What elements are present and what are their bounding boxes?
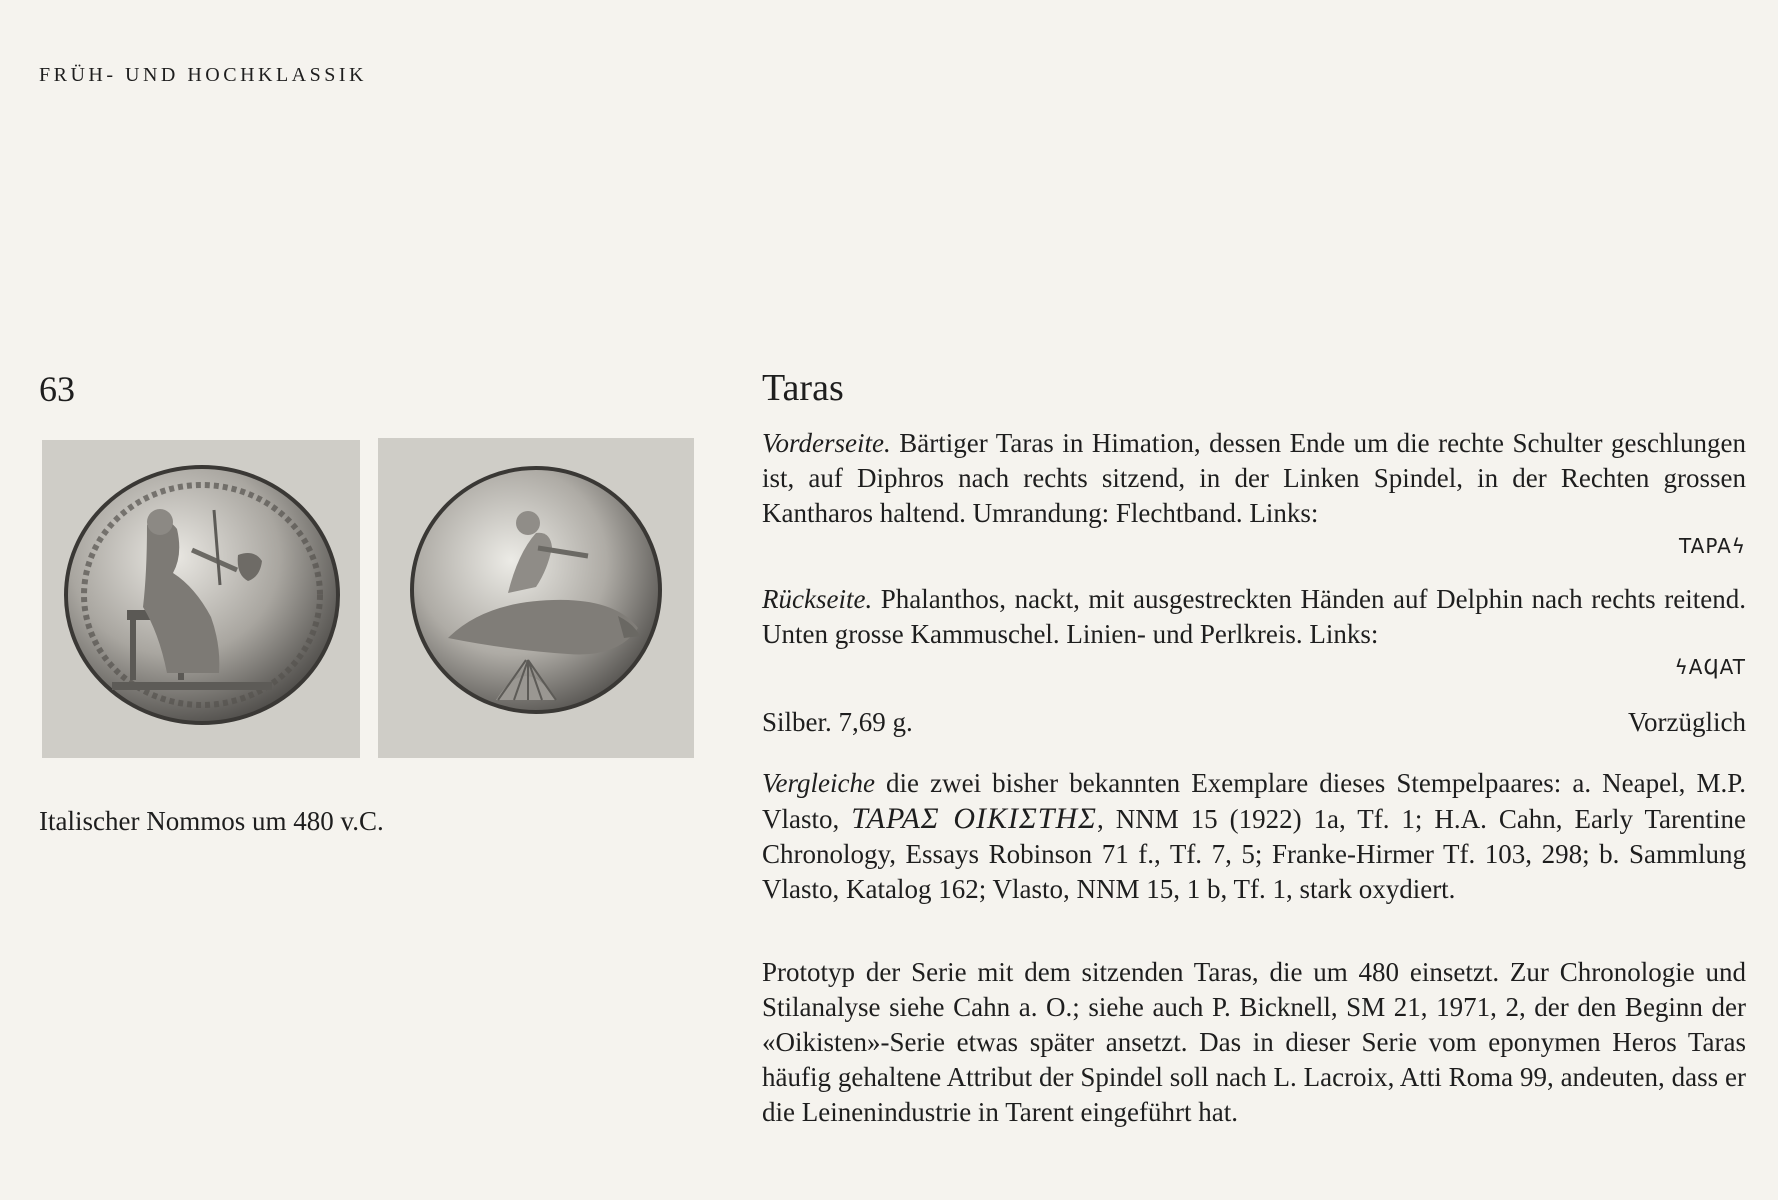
image-caption: Italischer Nommos um 480 v.C. [39,806,384,836]
metal-weight: Silber. 7,69 g. [762,707,913,737]
obverse-text: Bärtiger Taras in Himation, dessen Ende um die rechte Schulter geschlungen ist, auf Diphros nach rechts sitzend, in der Linken Spindel, in der Rechten grossen Kantharos haltend. Umrandung: Flechtband. Links: [762,428,1746,528]
running-head: FRÜH- UND HOCHKLASSIK [39,64,367,86]
catalog-number: 63 [39,369,75,409]
coin-reverse-photo [378,438,694,758]
obverse-lead: Vorderseite. [762,428,891,458]
reverse-description [762,582,1746,682]
reverse-legend: ϟAϤAT [1674,655,1746,679]
coin-obverse-photo [42,440,360,758]
obverse-description [762,426,1746,561]
condition-grade: Vorzüglich [1628,707,1746,737]
coin-obverse-image [42,440,360,758]
entry-title: Taras [762,367,844,409]
compare-lead: Vergleiche [762,768,875,798]
comparison-references [762,766,1746,907]
compare-greek-title: ΤΑΡΑΣ ΟΙΚΙΣΤΗΣ [851,802,1097,835]
reverse-lead: Rückseite. [762,584,873,614]
commentary-paragraph: Prototyp der Serie mit dem sitzenden Taras, die um 480 einsetzt. Zur Chronologie und Stilanalyse siehe Cahn a. O.; siehe auch P. Bicknell, SM 21, 1971, 2, der den Beginn der «Oikisten»-Serie etwas später ansetzt. Das in dieser Serie vom eponymen Heros Taras häufig gehaltene Attribut der Spindel soll nach L. Lacroix, Atti Roma 99, andeuten, dass er die Leinenindustrie in Tarent eingeführt hat. [762,957,1746,1127]
obverse-legend: TAPAϟ [1678,534,1746,558]
compare-text-2: , NNM 15 (1922) 1a, Tf. 1; H.A. Cahn, Early Tarentine Chronology, Essays Robinson 71 f., Tf. 7, 5; Franke-Hirmer Tf. 103, 298; b. Sammlung Vlasto, Katalog 162; Vlasto, NNM 15, 1 b, Tf. 1, stark oxydiert. [762,804,1746,904]
reverse-text: Phalanthos, nackt, mit ausgestreckten Händen auf Delphin nach rechts reitend. Unten grosse Kammuschel. Linien- und Perlkreis. Links: [762,584,1746,649]
compare-text-1: die zwei bisher bekannten Exemplare dieses Stempelpaares: a. Neapel, M.P. Vlasto, [762,768,1746,834]
coin-reverse-image [378,438,694,758]
metal-weight-line [762,707,1746,738]
